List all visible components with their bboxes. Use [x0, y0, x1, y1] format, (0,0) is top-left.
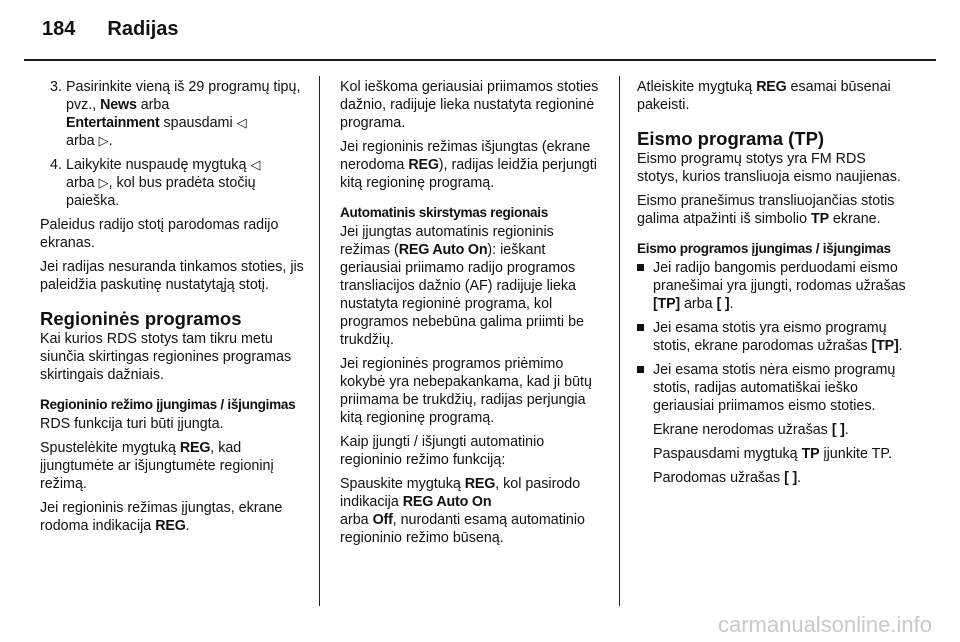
- step-3: [40, 78, 305, 150]
- right-arrow-button-icon: ▷: [98, 133, 109, 148]
- reg-indicator: REG: [408, 157, 439, 173]
- paragraph: [340, 223, 602, 349]
- bullet-icon: [637, 366, 644, 373]
- reg-auto-on-indicator: REG Auto On: [398, 242, 488, 258]
- paragraph-text: Jei įjungtas automatinis regioninis režimas (: [340, 224, 554, 258]
- paragraph: Paleidus radijo stotį parodomas radijo ekranas.: [40, 217, 279, 251]
- list-item-text: .: [729, 296, 734, 312]
- step-number: 3.: [50, 79, 62, 95]
- paragraph-text: , kol pasirodo indikacija: [340, 476, 581, 510]
- section-heading-traffic-program: Eismo programa (TP): [637, 128, 825, 149]
- paragraph-text: Eismo pranešimus transliuojančias stotis galima atpažinti iš simbolio: [637, 193, 895, 227]
- empty-indicator: [ ]: [784, 470, 798, 486]
- step-text: spausdami: [159, 115, 237, 131]
- empty-indicator: [ ]: [716, 296, 730, 312]
- list-item-text: Jei esama stotis nėra eismo programų stotis, radijas automatiškai ieško geriausiai priimamos eismo stoties.: [653, 362, 896, 414]
- list-item-text: Jei radijo bangomis perduodami eismo pranešimai yra įjungti, rodomas užrašas: [653, 260, 906, 294]
- tp-button-label: TP: [801, 446, 820, 462]
- page-number: 184: [42, 18, 76, 40]
- column-divider: [319, 76, 320, 606]
- reg-auto-on-indicator: REG Auto On: [402, 494, 492, 510]
- step-text: arba: [66, 175, 99, 191]
- list-item-text: .: [898, 338, 903, 354]
- section-heading-regional-programs: Regioninės programos: [40, 308, 242, 329]
- chapter-title: Radijas: [107, 18, 179, 40]
- list-item: [637, 361, 907, 415]
- step-4: [40, 156, 305, 210]
- reg-indicator: REG: [155, 518, 186, 534]
- paragraph: [637, 469, 907, 487]
- column-3: [637, 78, 907, 493]
- step-text: Pasirinkite vieną iš 29 programų tipų, pvz.,: [66, 79, 301, 113]
- program-type-news: News: [100, 97, 137, 113]
- paragraph: [637, 421, 907, 439]
- paragraph: [40, 499, 305, 535]
- paragraph-text: esamai būsenai pakeisti.: [637, 79, 891, 113]
- paragraph-text: .: [185, 518, 190, 534]
- paragraph: [637, 445, 907, 463]
- paragraph-text: .: [844, 422, 849, 438]
- paragraph-text: ): ieškant geriausiai priimamo radijo programos transliacijos dažnio (AF) radijuje lieka nustatyta regioninė programa, kol programos nebebūna galima priimti be trukdžių.: [340, 242, 584, 348]
- paragraph-text: Spauskite mygtuką: [340, 476, 465, 492]
- program-type-entertainment: Entertainment: [66, 115, 160, 131]
- paragraph-text: Ekrane nerodomas užrašas: [653, 422, 832, 438]
- tp-indicator: [TP]: [871, 338, 899, 354]
- left-arrow-button-icon: ◁: [250, 157, 261, 172]
- paragraph-text: , kad įjungtumėte ar išjungtumėte regioninį režimą.: [40, 440, 274, 492]
- paragraph-text: , nurodanti esamą automatinio regioninio režimo būseną.: [340, 512, 585, 546]
- watermark: carmanualsonline.info: [717, 612, 932, 637]
- bullet-icon: [637, 324, 644, 331]
- subheading-traffic-program-toggle: Eismo programos įjungimas / išjungimas: [637, 241, 891, 256]
- list-item: [637, 319, 907, 355]
- column-2: [340, 78, 602, 553]
- bullet-icon: [637, 264, 644, 271]
- paragraph-text: Atleiskite mygtuką: [637, 79, 757, 95]
- step-text: arba: [136, 97, 170, 113]
- header-rule: [24, 59, 936, 61]
- paragraph-text: Spustelėkite mygtuką: [40, 440, 180, 456]
- step-text: .: [108, 133, 113, 149]
- paragraph: [40, 439, 305, 493]
- paragraph: [637, 78, 907, 114]
- list-item: [637, 259, 907, 313]
- paragraph: Eismo programų stotys yra FM RDS stotys, kurios transliuoja eismo naujienas.: [637, 151, 901, 185]
- subheading-regional-mode-toggle: Regioninio režimo įjungimas / išjungimas: [40, 397, 296, 412]
- right-arrow-button-icon: ▷: [98, 175, 109, 190]
- left-arrow-button-icon: ◁: [236, 115, 247, 130]
- paragraph-text: Parodomas užrašas: [653, 470, 785, 486]
- paragraph: [340, 475, 602, 547]
- reg-button-label: REG: [179, 440, 211, 456]
- paragraph: Kai kurios RDS stotys tam tikru metu siunčia skirtingas regionines programas skirtingais dažniais.: [40, 331, 292, 383]
- tp-indicator: [TP]: [653, 296, 680, 312]
- reg-button-label: REG: [464, 476, 496, 492]
- paragraph-text: Paspausdami mygtuką: [653, 446, 802, 462]
- page-header: [42, 18, 179, 48]
- paragraph: Kaip įjungti / išjungti automatinio regioninio režimo funkciją:: [340, 434, 545, 468]
- paragraph-text: ), radijas leidžia perjungti kitą regioninę programą.: [340, 157, 597, 191]
- paragraph-text: įjunkite TP.: [819, 446, 893, 462]
- paragraph-text: arba: [340, 512, 373, 528]
- list-item-text: Jei esama stotis yra eismo programų stotis, ekrane parodomas užrašas: [653, 320, 887, 354]
- list-item-text: arba: [680, 296, 717, 312]
- subheading-automatic-regional: Automatinis skirstymas regionais: [340, 205, 548, 220]
- paragraph: [637, 192, 907, 228]
- paragraph: Jei radijas nesuranda tinkamos stoties, jis paleidžia paskutinę nustatytąją stotį.: [40, 259, 304, 293]
- reg-button-label: REG: [756, 79, 787, 95]
- tp-symbol: TP: [811, 211, 829, 227]
- paragraph-text: .: [797, 470, 802, 486]
- off-indicator: Off: [372, 512, 393, 528]
- paragraph-text: Jei regioninis režimas įjungtas, ekrane rodoma indikacija: [40, 500, 283, 534]
- step-text: Laikykite nuspaudę mygtuką: [66, 157, 251, 173]
- paragraph-text: Jei regioninis režimas išjungtas (ekrane nerodoma: [340, 139, 591, 173]
- paragraph: [340, 138, 602, 192]
- paragraph: Kol ieškoma geriausiai priimamos stoties dažnio, radijuje lieka nustatyta regioninė programa.: [340, 79, 599, 131]
- paragraph-text: ekrane.: [828, 211, 881, 227]
- step-text: , kol bus pradėta stočių paieška.: [66, 175, 256, 209]
- paragraph: RDS funkcija turi būti įjungta.: [40, 416, 224, 432]
- paragraph: Jei regioninės programos priėmimo kokybė yra nebepakankama, kad ji būtų priimama be trukdžių, radijas perjungia kitą regioninę programą.: [340, 356, 592, 426]
- empty-indicator: [ ]: [831, 422, 845, 438]
- step-text: arba: [66, 133, 99, 149]
- column-divider: [619, 76, 620, 606]
- column-1: [40, 78, 305, 541]
- step-number: 4.: [50, 157, 62, 173]
